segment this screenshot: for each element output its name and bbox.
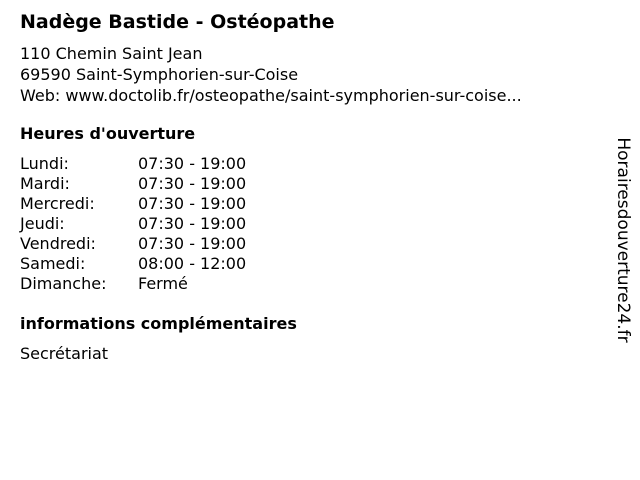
business-title: Nadège Bastide - Ostéopathe (20, 11, 335, 33)
time-range: 07:30 - 19:00 (138, 154, 247, 173)
address-city: 69590 Saint-Symphorien-sur-Coise (20, 65, 299, 84)
address-street: 110 Chemin Saint Jean (20, 44, 203, 63)
day-label: Lundi: (20, 154, 69, 173)
opening-hours-heading: Heures d'ouverture (20, 124, 196, 143)
time-range: 07:30 - 19:00 (138, 214, 247, 233)
hours-row-friday (20, 234, 246, 254)
address-block (20, 43, 522, 106)
additional-info-heading: informations complémentaires (20, 314, 297, 333)
day-label: Mardi: (20, 174, 70, 193)
day-label: Mercredi: (20, 194, 95, 213)
time-range: Fermé (138, 274, 188, 293)
time-range: 07:30 - 19:00 (138, 194, 247, 213)
hours-row-tuesday (20, 174, 246, 194)
time-range: 07:30 - 19:00 (138, 234, 247, 253)
hours-row-thursday (20, 214, 246, 234)
hours-row-saturday (20, 254, 246, 274)
opening-hours-table (20, 154, 246, 294)
hours-row-monday (20, 154, 246, 174)
day-label: Samedi: (20, 254, 86, 273)
day-label: Jeudi: (20, 214, 65, 233)
hours-row-wednesday (20, 194, 246, 214)
time-range: 08:00 - 12:00 (138, 254, 247, 273)
additional-info-text: Secrétariat (20, 344, 109, 363)
site-watermark: Horairesdouverture24.fr (613, 137, 633, 343)
day-label: Dimanche: (20, 274, 107, 293)
hours-row-sunday (20, 274, 246, 294)
day-label: Vendredi: (20, 234, 96, 253)
time-range: 07:30 - 19:00 (138, 174, 247, 193)
website-link[interactable]: Web: www.doctolib.fr/osteopathe/saint-symphorien-sur-coise... (20, 86, 522, 105)
